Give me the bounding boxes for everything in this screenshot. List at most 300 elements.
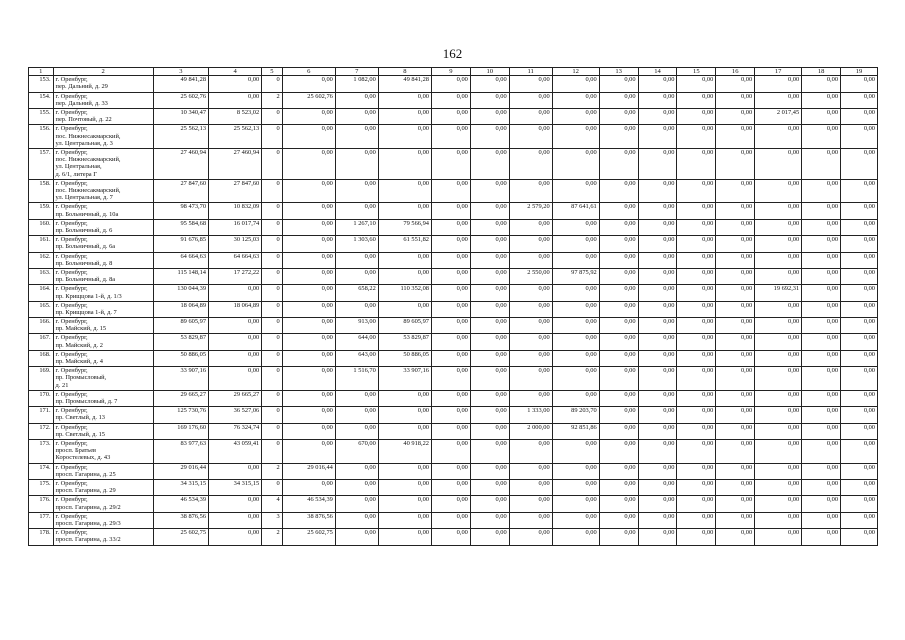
column-header-13: 13 bbox=[599, 68, 638, 76]
value-cell-col-7: 0,00 bbox=[335, 203, 378, 219]
table-row bbox=[29, 125, 878, 149]
column-header-10: 10 bbox=[470, 68, 509, 76]
value-cell-col-17: 0,00 bbox=[755, 179, 802, 203]
value-cell-col-15: 0,00 bbox=[677, 512, 716, 528]
table-row bbox=[29, 512, 878, 528]
value-cell-col-16: 0,00 bbox=[716, 203, 755, 219]
value-cell-col-7: 0,00 bbox=[335, 148, 378, 179]
address-cell bbox=[53, 407, 153, 423]
value-cell-col-6: 0,00 bbox=[282, 440, 335, 464]
row-number: 163. bbox=[29, 268, 54, 284]
value-cell-col-14: 0,00 bbox=[638, 350, 677, 366]
value-cell-col-10: 0,00 bbox=[470, 301, 509, 317]
value-cell-col-12: 0,00 bbox=[552, 125, 599, 149]
value-cell-col-19: 0,00 bbox=[841, 440, 878, 464]
value-cell-col-3: 49 841,28 bbox=[153, 76, 208, 92]
value-cell-col-6: 0,00 bbox=[282, 219, 335, 235]
value-cell-col-14: 0,00 bbox=[638, 285, 677, 301]
value-cell-col-14: 0,00 bbox=[638, 252, 677, 268]
address-cell bbox=[53, 367, 153, 391]
table-header bbox=[29, 68, 878, 76]
value-cell-col-6: 0,00 bbox=[282, 301, 335, 317]
value-cell-col-4: 34 315,15 bbox=[209, 480, 262, 496]
value-cell-col-14: 0,00 bbox=[638, 148, 677, 179]
value-cell-col-3: 95 584,68 bbox=[153, 219, 208, 235]
value-cell-col-14: 0,00 bbox=[638, 334, 677, 350]
value-cell-col-12: 0,00 bbox=[552, 390, 599, 406]
value-cell-col-18: 0,00 bbox=[802, 76, 841, 92]
address-line: пр. Крищцова 1-й, д. 7 bbox=[55, 308, 117, 316]
address-line: пос. Нижнесакмарский, bbox=[55, 132, 121, 140]
table-row bbox=[29, 268, 878, 284]
table-row bbox=[29, 301, 878, 317]
address-cell bbox=[53, 529, 153, 545]
value-cell-col-18: 0,00 bbox=[802, 92, 841, 108]
value-cell-col-8: 0,00 bbox=[378, 529, 431, 545]
value-cell-col-17: 0,00 bbox=[755, 480, 802, 496]
value-cell-col-17: 0,00 bbox=[755, 512, 802, 528]
value-cell-col-8: 0,00 bbox=[378, 301, 431, 317]
value-cell-col-13: 0,00 bbox=[599, 285, 638, 301]
value-cell-col-9: 0,00 bbox=[431, 480, 470, 496]
value-cell-col-9: 0,00 bbox=[431, 252, 470, 268]
value-cell-col-17: 0,00 bbox=[755, 76, 802, 92]
value-cell-col-11: 0,00 bbox=[509, 301, 552, 317]
value-cell-col-12: 0,00 bbox=[552, 219, 599, 235]
value-cell-col-8: 0,00 bbox=[378, 496, 431, 512]
value-cell-col-19: 0,00 bbox=[841, 301, 878, 317]
value-cell-col-12: 0,00 bbox=[552, 76, 599, 92]
value-cell-col-12: 0,00 bbox=[552, 318, 599, 334]
value-cell-col-5: 0 bbox=[262, 125, 282, 149]
address-cell bbox=[53, 76, 153, 92]
value-cell-col-14: 0,00 bbox=[638, 236, 677, 252]
address-line: г. Оренбург, bbox=[55, 350, 88, 358]
value-cell-col-4: 64 664,63 bbox=[209, 252, 262, 268]
value-cell-col-5: 0 bbox=[262, 268, 282, 284]
value-cell-col-10: 0,00 bbox=[470, 148, 509, 179]
value-cell-col-4: 0,00 bbox=[209, 76, 262, 92]
address-cell bbox=[53, 496, 153, 512]
value-cell-col-11: 0,00 bbox=[509, 480, 552, 496]
address-line: г. Оренбург, bbox=[55, 148, 88, 156]
value-cell-col-10: 0,00 bbox=[470, 285, 509, 301]
value-cell-col-19: 0,00 bbox=[841, 252, 878, 268]
value-cell-col-3: 10 340,47 bbox=[153, 108, 208, 124]
value-cell-col-14: 0,00 bbox=[638, 480, 677, 496]
value-cell-col-15: 0,00 bbox=[677, 268, 716, 284]
address-line: ул. Центральная, д. 3 bbox=[55, 139, 113, 147]
value-cell-col-17: 0,00 bbox=[755, 390, 802, 406]
value-cell-col-6: 0,00 bbox=[282, 125, 335, 149]
value-cell-col-10: 0,00 bbox=[470, 512, 509, 528]
value-cell-col-5: 2 bbox=[262, 529, 282, 545]
value-cell-col-5: 0 bbox=[262, 334, 282, 350]
value-cell-col-17: 0,00 bbox=[755, 463, 802, 479]
value-cell-col-6: 0,00 bbox=[282, 407, 335, 423]
table-row bbox=[29, 367, 878, 391]
value-cell-col-19: 0,00 bbox=[841, 350, 878, 366]
value-cell-col-4: 29 665,27 bbox=[209, 390, 262, 406]
value-cell-col-13: 0,00 bbox=[599, 440, 638, 464]
value-cell-col-15: 0,00 bbox=[677, 203, 716, 219]
value-cell-col-12: 87 641,61 bbox=[552, 203, 599, 219]
value-cell-col-9: 0,00 bbox=[431, 367, 470, 391]
value-cell-col-18: 0,00 bbox=[802, 148, 841, 179]
value-cell-col-4: 0,00 bbox=[209, 350, 262, 366]
column-header-4: 4 bbox=[209, 68, 262, 76]
address-line: пр. Светлый, д. 15 bbox=[55, 430, 106, 438]
address-cell bbox=[53, 236, 153, 252]
value-cell-col-19: 0,00 bbox=[841, 407, 878, 423]
row-number: 153. bbox=[29, 76, 54, 92]
address-cell bbox=[53, 203, 153, 219]
value-cell-col-16: 0,00 bbox=[716, 407, 755, 423]
value-cell-col-13: 0,00 bbox=[599, 423, 638, 439]
value-cell-col-4: 0,00 bbox=[209, 285, 262, 301]
value-cell-col-18: 0,00 bbox=[802, 407, 841, 423]
value-cell-col-4: 76 324,74 bbox=[209, 423, 262, 439]
value-cell-col-13: 0,00 bbox=[599, 390, 638, 406]
address-line: просп. Гагарина, д. 29/2 bbox=[55, 503, 121, 511]
value-cell-col-10: 0,00 bbox=[470, 350, 509, 366]
value-cell-col-3: 34 315,15 bbox=[153, 480, 208, 496]
row-number: 174. bbox=[29, 463, 54, 479]
value-cell-col-15: 0,00 bbox=[677, 407, 716, 423]
value-cell-col-8: 50 886,05 bbox=[378, 350, 431, 366]
address-line: пр. Майский, д. 15 bbox=[55, 325, 107, 333]
value-cell-col-5: 0 bbox=[262, 285, 282, 301]
value-cell-col-18: 0,00 bbox=[802, 496, 841, 512]
value-cell-col-7: 0,00 bbox=[335, 390, 378, 406]
column-header-9: 9 bbox=[431, 68, 470, 76]
value-cell-col-11: 0,00 bbox=[509, 148, 552, 179]
value-cell-col-16: 0,00 bbox=[716, 219, 755, 235]
value-cell-col-9: 0,00 bbox=[431, 390, 470, 406]
table-row bbox=[29, 252, 878, 268]
value-cell-col-11: 0,00 bbox=[509, 350, 552, 366]
page-number: 162 bbox=[442, 46, 463, 61]
value-cell-col-17: 0,00 bbox=[755, 440, 802, 464]
value-cell-col-8: 40 918,22 bbox=[378, 440, 431, 464]
value-cell-col-16: 0,00 bbox=[716, 390, 755, 406]
value-cell-col-5: 0 bbox=[262, 148, 282, 179]
value-cell-col-3: 64 664,63 bbox=[153, 252, 208, 268]
address-line: г. Оренбург, bbox=[55, 529, 88, 537]
row-number: 154. bbox=[29, 92, 54, 108]
column-header-17: 17 bbox=[755, 68, 802, 76]
value-cell-col-14: 0,00 bbox=[638, 390, 677, 406]
value-cell-col-17: 0,00 bbox=[755, 236, 802, 252]
value-cell-col-19: 0,00 bbox=[841, 219, 878, 235]
address-line: просп. Гагарина, д. 25 bbox=[55, 470, 116, 478]
value-cell-col-17: 0,00 bbox=[755, 125, 802, 149]
value-cell-col-9: 0,00 bbox=[431, 407, 470, 423]
value-cell-col-15: 0,00 bbox=[677, 440, 716, 464]
value-cell-col-10: 0,00 bbox=[470, 423, 509, 439]
value-cell-col-17: 0,00 bbox=[755, 148, 802, 179]
address-line: г. Оренбург, bbox=[55, 423, 88, 431]
value-cell-col-7: 0,00 bbox=[335, 423, 378, 439]
address-cell bbox=[53, 423, 153, 439]
address-line: г. Оренбург, bbox=[55, 236, 88, 244]
table-row bbox=[29, 463, 878, 479]
value-cell-col-11: 0,00 bbox=[509, 76, 552, 92]
value-cell-col-15: 0,00 bbox=[677, 463, 716, 479]
value-cell-col-5: 2 bbox=[262, 463, 282, 479]
value-cell-col-6: 0,00 bbox=[282, 76, 335, 92]
address-line: пр. Больничный, д. 10а bbox=[55, 210, 119, 218]
value-cell-col-16: 0,00 bbox=[716, 350, 755, 366]
value-cell-col-16: 0,00 bbox=[716, 318, 755, 334]
value-cell-col-16: 0,00 bbox=[716, 512, 755, 528]
address-line: г. Оренбург, bbox=[55, 301, 88, 309]
value-cell-col-11: 0,00 bbox=[509, 463, 552, 479]
value-cell-col-9: 0,00 bbox=[431, 423, 470, 439]
address-line: пр. Больничный, д. 6а bbox=[55, 243, 116, 251]
value-cell-col-11: 0,00 bbox=[509, 390, 552, 406]
value-cell-col-13: 0,00 bbox=[599, 350, 638, 366]
value-cell-col-4: 0,00 bbox=[209, 463, 262, 479]
value-cell-col-7: 0,00 bbox=[335, 480, 378, 496]
value-cell-col-12: 0,00 bbox=[552, 367, 599, 391]
value-cell-col-10: 0,00 bbox=[470, 318, 509, 334]
value-cell-col-18: 0,00 bbox=[802, 367, 841, 391]
value-cell-col-12: 92 851,86 bbox=[552, 423, 599, 439]
value-cell-col-18: 0,00 bbox=[802, 423, 841, 439]
value-cell-col-16: 0,00 bbox=[716, 301, 755, 317]
value-cell-col-7: 658,22 bbox=[335, 285, 378, 301]
value-cell-col-18: 0,00 bbox=[802, 268, 841, 284]
value-cell-col-11: 0,00 bbox=[509, 92, 552, 108]
value-cell-col-11: 1 333,00 bbox=[509, 407, 552, 423]
address-cell bbox=[53, 179, 153, 203]
value-cell-col-8: 0,00 bbox=[378, 423, 431, 439]
value-cell-col-15: 0,00 bbox=[677, 529, 716, 545]
value-cell-col-12: 97 875,92 bbox=[552, 268, 599, 284]
value-cell-col-19: 0,00 bbox=[841, 236, 878, 252]
value-cell-col-12: 0,00 bbox=[552, 334, 599, 350]
value-cell-col-18: 0,00 bbox=[802, 334, 841, 350]
value-cell-col-13: 0,00 bbox=[599, 236, 638, 252]
address-line: пр. Больничный, д. 8а bbox=[55, 276, 116, 284]
address-line: г. Оренбург, bbox=[55, 219, 88, 227]
value-cell-col-3: 27 847,60 bbox=[153, 179, 208, 203]
value-cell-col-9: 0,00 bbox=[431, 76, 470, 92]
address-cell bbox=[53, 252, 153, 268]
value-cell-col-11: 0,00 bbox=[509, 318, 552, 334]
table-row bbox=[29, 76, 878, 92]
value-cell-col-6: 0,00 bbox=[282, 390, 335, 406]
value-cell-col-14: 0,00 bbox=[638, 512, 677, 528]
value-cell-col-9: 0,00 bbox=[431, 301, 470, 317]
row-number: 164. bbox=[29, 285, 54, 301]
value-cell-col-6: 0,00 bbox=[282, 318, 335, 334]
value-cell-col-19: 0,00 bbox=[841, 92, 878, 108]
value-cell-col-12: 0,00 bbox=[552, 350, 599, 366]
value-cell-col-15: 0,00 bbox=[677, 236, 716, 252]
table-row bbox=[29, 179, 878, 203]
address-line: г. Оренбург, bbox=[55, 480, 88, 488]
value-cell-col-12: 0,00 bbox=[552, 92, 599, 108]
value-cell-col-10: 0,00 bbox=[470, 367, 509, 391]
table-row bbox=[29, 108, 878, 124]
value-cell-col-17: 0,00 bbox=[755, 92, 802, 108]
value-cell-col-7: 0,00 bbox=[335, 463, 378, 479]
address-line: пер. Дальний, д. 29 bbox=[55, 83, 108, 91]
value-cell-col-7: 1 303,60 bbox=[335, 236, 378, 252]
value-cell-col-6: 46 534,39 bbox=[282, 496, 335, 512]
value-cell-col-9: 0,00 bbox=[431, 285, 470, 301]
value-cell-col-8: 0,00 bbox=[378, 92, 431, 108]
table-row bbox=[29, 236, 878, 252]
value-cell-col-11: 0,00 bbox=[509, 179, 552, 203]
row-number: 168. bbox=[29, 350, 54, 366]
column-header-5: 5 bbox=[262, 68, 282, 76]
value-cell-col-19: 0,00 bbox=[841, 334, 878, 350]
value-cell-col-18: 0,00 bbox=[802, 480, 841, 496]
value-cell-col-4: 30 125,03 bbox=[209, 236, 262, 252]
value-cell-col-10: 0,00 bbox=[470, 76, 509, 92]
value-cell-col-5: 0 bbox=[262, 440, 282, 464]
value-cell-col-13: 0,00 bbox=[599, 92, 638, 108]
value-cell-col-15: 0,00 bbox=[677, 334, 716, 350]
value-cell-col-16: 0,00 bbox=[716, 480, 755, 496]
value-cell-col-6: 0,00 bbox=[282, 268, 335, 284]
value-cell-col-7: 0,00 bbox=[335, 512, 378, 528]
value-cell-col-8: 0,00 bbox=[378, 252, 431, 268]
row-number: 178. bbox=[29, 529, 54, 545]
row-number: 158. bbox=[29, 179, 54, 203]
value-cell-col-4: 10 832,09 bbox=[209, 203, 262, 219]
value-cell-col-14: 0,00 bbox=[638, 301, 677, 317]
value-cell-col-11: 0,00 bbox=[509, 252, 552, 268]
value-cell-col-18: 0,00 bbox=[802, 318, 841, 334]
table-row bbox=[29, 350, 878, 366]
value-cell-col-15: 0,00 bbox=[677, 252, 716, 268]
row-number: 157. bbox=[29, 148, 54, 179]
value-cell-col-3: 27 460,94 bbox=[153, 148, 208, 179]
value-cell-col-15: 0,00 bbox=[677, 367, 716, 391]
value-cell-col-4: 0,00 bbox=[209, 367, 262, 391]
column-header-16: 16 bbox=[716, 68, 755, 76]
value-cell-col-10: 0,00 bbox=[470, 407, 509, 423]
value-cell-col-10: 0,00 bbox=[470, 334, 509, 350]
table-body bbox=[29, 76, 878, 545]
value-cell-col-7: 0,00 bbox=[335, 92, 378, 108]
value-cell-col-10: 0,00 bbox=[470, 236, 509, 252]
value-cell-col-16: 0,00 bbox=[716, 76, 755, 92]
value-cell-col-18: 0,00 bbox=[802, 236, 841, 252]
value-cell-col-14: 0,00 bbox=[638, 529, 677, 545]
value-cell-col-17: 0,00 bbox=[755, 301, 802, 317]
table-row bbox=[29, 407, 878, 423]
value-cell-col-4: 0,00 bbox=[209, 529, 262, 545]
value-cell-col-8: 89 605,97 bbox=[378, 318, 431, 334]
value-cell-col-19: 0,00 bbox=[841, 496, 878, 512]
value-cell-col-8: 53 829,87 bbox=[378, 334, 431, 350]
value-cell-col-12: 0,00 bbox=[552, 252, 599, 268]
value-cell-col-13: 0,00 bbox=[599, 76, 638, 92]
value-cell-col-16: 0,00 bbox=[716, 529, 755, 545]
value-cell-col-13: 0,00 bbox=[599, 512, 638, 528]
value-cell-col-13: 0,00 bbox=[599, 148, 638, 179]
value-cell-col-17: 0,00 bbox=[755, 203, 802, 219]
value-cell-col-19: 0,00 bbox=[841, 529, 878, 545]
address-line: г. Оренбург, bbox=[55, 268, 88, 276]
value-cell-col-4: 8 523,02 bbox=[209, 108, 262, 124]
value-cell-col-7: 643,00 bbox=[335, 350, 378, 366]
value-cell-col-5: 0 bbox=[262, 318, 282, 334]
value-cell-col-15: 0,00 bbox=[677, 179, 716, 203]
address-line: пр. Светлый, д. 13 bbox=[55, 414, 106, 422]
value-cell-col-3: 91 676,85 bbox=[153, 236, 208, 252]
value-cell-col-19: 0,00 bbox=[841, 390, 878, 406]
address-line: г. Оренбург, bbox=[55, 125, 88, 133]
value-cell-col-12: 0,00 bbox=[552, 148, 599, 179]
value-cell-col-7: 644,00 bbox=[335, 334, 378, 350]
address-cell bbox=[53, 108, 153, 124]
value-cell-col-18: 0,00 bbox=[802, 512, 841, 528]
row-number: 165. bbox=[29, 301, 54, 317]
value-cell-col-8: 0,00 bbox=[378, 203, 431, 219]
value-cell-col-14: 0,00 bbox=[638, 268, 677, 284]
address-cell bbox=[53, 301, 153, 317]
value-cell-col-8: 33 907,16 bbox=[378, 367, 431, 391]
value-cell-col-16: 0,00 bbox=[716, 179, 755, 203]
value-cell-col-9: 0,00 bbox=[431, 203, 470, 219]
value-cell-col-9: 0,00 bbox=[431, 125, 470, 149]
address-line: просп. Гагарина, д. 33/2 bbox=[55, 536, 121, 544]
value-cell-col-13: 0,00 bbox=[599, 252, 638, 268]
address-line: г. Оренбург, bbox=[55, 334, 88, 342]
value-cell-col-19: 0,00 bbox=[841, 480, 878, 496]
value-cell-col-6: 0,00 bbox=[282, 203, 335, 219]
value-cell-col-11: 0,00 bbox=[509, 512, 552, 528]
value-cell-col-18: 0,00 bbox=[802, 301, 841, 317]
value-cell-col-16: 0,00 bbox=[716, 496, 755, 512]
column-header-8: 8 bbox=[378, 68, 431, 76]
value-cell-col-10: 0,00 bbox=[470, 390, 509, 406]
value-cell-col-8: 0,00 bbox=[378, 179, 431, 203]
row-number: 160. bbox=[29, 219, 54, 235]
value-cell-col-17: 0,00 bbox=[755, 350, 802, 366]
table-row bbox=[29, 423, 878, 439]
value-cell-col-15: 0,00 bbox=[677, 219, 716, 235]
address-line: г. Оренбург, bbox=[55, 367, 88, 375]
value-cell-col-8: 0,00 bbox=[378, 512, 431, 528]
value-cell-col-17: 19 692,31 bbox=[755, 285, 802, 301]
value-cell-col-3: 46 534,39 bbox=[153, 496, 208, 512]
value-cell-col-17: 0,00 bbox=[755, 367, 802, 391]
column-header-11: 11 bbox=[509, 68, 552, 76]
column-header-7: 7 bbox=[335, 68, 378, 76]
value-cell-col-8: 49 841,28 bbox=[378, 76, 431, 92]
row-number: 162. bbox=[29, 252, 54, 268]
value-cell-col-7: 670,00 bbox=[335, 440, 378, 464]
address-line: г. Оренбург, bbox=[55, 203, 88, 211]
value-cell-col-6: 0,00 bbox=[282, 148, 335, 179]
address-cell bbox=[53, 219, 153, 235]
value-cell-col-4: 16 017,74 bbox=[209, 219, 262, 235]
value-cell-col-18: 0,00 bbox=[802, 219, 841, 235]
value-cell-col-16: 0,00 bbox=[716, 268, 755, 284]
value-cell-col-18: 0,00 bbox=[802, 285, 841, 301]
value-cell-col-4: 27 847,60 bbox=[209, 179, 262, 203]
value-cell-col-7: 0,00 bbox=[335, 252, 378, 268]
value-cell-col-19: 0,00 bbox=[841, 148, 878, 179]
value-cell-col-9: 0,00 bbox=[431, 529, 470, 545]
